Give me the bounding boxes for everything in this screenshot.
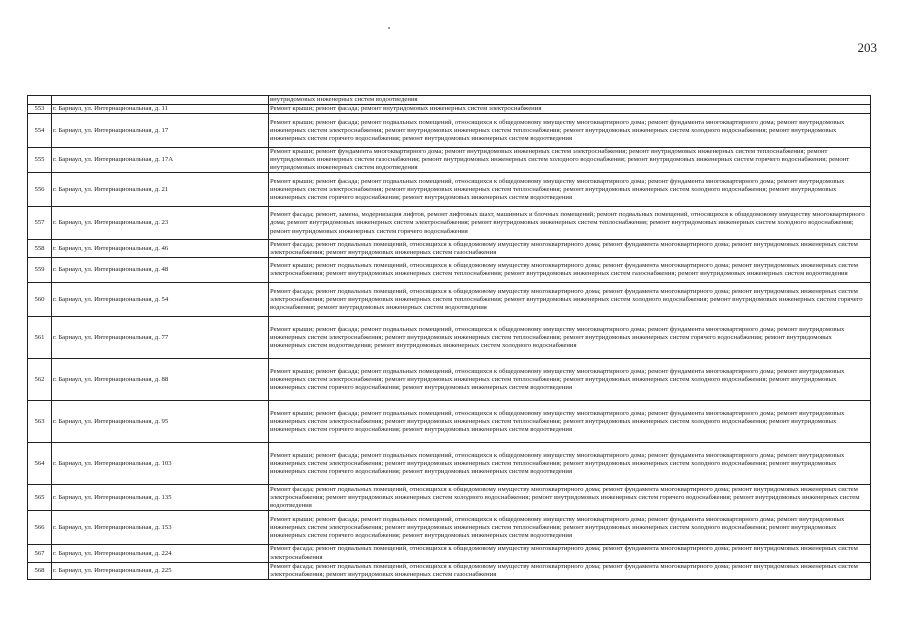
row-number: 565 — [28, 485, 52, 511]
building-address — [52, 96, 269, 105]
table-row — [28, 511, 871, 545]
repair-works-list: Ремонт фасада; ремонт подвальных помещений, относящихся к общедомовому имуществу многоквартирного дома; ремонт фундамента многоквартирного дома; ремонт внутридомовых инженерных систем электроснабжения; ремонт внутридомовых инженерных систем газоснабжения — [269, 562, 871, 579]
repair-works-table — [27, 95, 871, 580]
building-address: г. Барнаул, ул. Интернациональная, д. 135 — [52, 485, 269, 511]
repair-works-list: Ремонт крыши; ремонт фасада; ремонт подвальных помещений, относящихся к общедомовому имуществу многоквартирного дома; ремонт фундамента многоквартирного дома; ремонт внутридомовых инженерных систем электроснабжения; ремонт внутридомовых инженерных систем теплоснабжения; ремонт внутридомовых инженерных систем холодного водоснабжения; ремонт внутридомовых инженерных систем горячего водоснабжения; ремонт внутридомовых инженерных систем водоотведения — [269, 359, 871, 401]
building-address: г. Барнаул, ул. Интернациональная, д. 23 — [52, 207, 269, 240]
repair-works-list: Ремонт крыши; ремонт подвальных помещений, относящихся к общедомовому имуществу многоквартирного дома; ремонт фундамента многоквартирного дома; ремонт внутридомовых инженерных систем электроснабжения; ремонт внутридомовых инженерных систем теплоснабжения; ремонт внутридомовых инженерных систем газоснабжения; ремонт внутридомовых инженерных систем водоотведения — [269, 258, 871, 283]
table-row — [28, 359, 871, 401]
row-number: 558 — [28, 240, 52, 258]
repair-works-list: Ремонт крыши; ремонт фасада; ремонт подвальных помещений, относящихся к общедомовому имуществу многоквартирного дома; ремонт фундамента многоквартирного дома; ремонт внутридомовых инженерных систем электроснабжения; ремонт внутридомовых инженерных систем теплоснабжения; ремонт внутридомовых инженерных систем холодного водоснабжения; ремонт внутридомовых инженерных систем горячего водоснабжения; ремонт внутридомовых инженерных систем водоотведения — [269, 173, 871, 207]
repair-works-list: Ремонт фасада; ремонт, замена, модернизация лифтов, ремонт лифтовых шахт, машинных и блочных помещений; ремонт подвальных помещений, относящихся к общедомовому имуществу многоквартирного дома; ремонт внутридомовых инженерных систем электроснабжения; ремонт внутридомовых инженерных систем теплоснабжения; ремонт внутридомовых инженерных систем холодного водоснабжения; ремонт внутридомовых инженерных систем горячего водоснабжения — [269, 207, 871, 240]
repair-works-list: Ремонт крыши; ремонт фундамента многоквартирного дома; ремонт внутридомовых инженерных систем электроснабжения; ремонт внутридомовых инженерных систем теплоснабжения; ремонт внутридомовых инженерных систем газоснабжения; ремонт внутридомовых инженерных систем холодного водоснабжения; ремонт внутридомовых инженерных систем горячего водоснабжения; ремонт внутридомовых инженерных систем водоотведения — [269, 148, 871, 173]
repair-works-list: Ремонт крыши; ремонт фасада; ремонт внутридомовых инженерных систем электроснабжения — [269, 105, 871, 114]
table-row — [28, 105, 871, 114]
building-address: г. Барнаул, ул. Интернациональная, д. 17А — [52, 148, 269, 173]
table-row — [28, 258, 871, 283]
row-number: 563 — [28, 401, 52, 443]
repair-works-list: Ремонт фасада; ремонт подвальных помещений, относящихся к общедомовому имуществу многоквартирного дома; ремонт фундамента многоквартирного дома; ремонт внутридомовых инженерных систем электроснабжения; ремонт внутридомовых инженерных систем холодного водоснабжения; ремонт внутридомовых инженерных систем горячего водоснабжения; ремонт внутридомовых инженерных систем водоотведения — [269, 485, 871, 511]
row-number: 567 — [28, 545, 52, 562]
building-address: г. Барнаул, ул. Интернациональная, д. 88 — [52, 359, 269, 401]
building-address: г. Барнаул, ул. Интернациональная, д. 77 — [52, 317, 269, 359]
table-row — [28, 96, 871, 105]
building-address: г. Барнаул, ул. Интернациональная, д. 225 — [52, 562, 269, 579]
row-number: 554 — [28, 114, 52, 148]
table-row — [28, 207, 871, 240]
table-row — [28, 401, 871, 443]
repair-works-list: Ремонт крыши; ремонт фасада; ремонт подвальных помещений, относящихся к общедомовому имуществу многоквартирного дома; ремонт фундамента многоквартирного дома; ремонт внутридомовых инженерных систем электроснабжения; ремонт внутридомовых инженерных систем теплоснабжения; ремонт внутридомовых инженерных систем холодного водоснабжения; ремонт внутридомовых инженерных систем горячего водоснабжения; ремонт внутридомовых инженерных систем водоотведения — [269, 511, 871, 545]
repair-works-list: Ремонт крыши; ремонт фасада; ремонт подвальных помещений, относящихся к общедомовому имуществу многоквартирного дома; ремонт фундамента многоквартирного дома; ремонт внутридомовых инженерных систем электроснабжения; ремонт внутридомовых инженерных систем теплоснабжения; ремонт внутридомовых инженерных систем холодного водоснабжения; ремонт внутридомовых инженерных систем горячего водоснабжения; ремонт внутридомовых инженерных систем водоотведения — [269, 114, 871, 148]
building-address: г. Барнаул, ул. Интернациональная, д. 17 — [52, 114, 269, 148]
repair-works-list: внутридомовых инженерных систем водоотведения — [269, 96, 871, 105]
repair-works-list: Ремонт фасада; ремонт подвальных помещений, относящихся к общедомовому имуществу многоквартирного дома; ремонт фундамента многоквартирного дома; ремонт внутридомовых инженерных систем электроснабжения; ремонт внутридомовых инженерных систем теплоснабжения; ремонт внутридомовых инженерных систем холодного водоснабжения; ремонт внутридомовых инженерных систем горячего водоснабжения; ремонт внутридомовых инженерных систем водоотведения — [269, 283, 871, 317]
table-row — [28, 317, 871, 359]
repair-works-list: Ремонт крыши; ремонт фасада; ремонт подвальных помещений, относящихся к общедомовому имуществу многоквартирного дома; ремонт фундамента многоквартирного дома; ремонт внутридомовых инженерных систем электроснабжения; ремонт внутридомовых инженерных систем теплоснабжения; ремонт внутридомовых инженерных систем холодного водоснабжения; ремонт внутридомовых инженерных систем горячего водоснабжения; ремонт внутридомовых инженерных систем водоотведения — [269, 401, 871, 443]
row-number: 560 — [28, 283, 52, 317]
table-row — [28, 148, 871, 173]
repair-works-table-container — [27, 95, 870, 580]
row-number: 562 — [28, 359, 52, 401]
building-address: г. Барнаул, ул. Интернациональная, д. 103 — [52, 443, 269, 485]
row-number: 559 — [28, 258, 52, 283]
building-address: г. Барнаул, ул. Интернациональная, д. 224 — [52, 545, 269, 562]
row-number: 553 — [28, 105, 52, 114]
row-number: 561 — [28, 317, 52, 359]
building-address: г. Барнаул, ул. Интернациональная, д. 95 — [52, 401, 269, 443]
building-address: г. Барнаул, ул. Интернациональная, д. 48 — [52, 258, 269, 283]
building-address: г. Барнаул, ул. Интернациональная, д. 46 — [52, 240, 269, 258]
table-row — [28, 485, 871, 511]
table-row — [28, 283, 871, 317]
row-number: 556 — [28, 173, 52, 207]
scan-speck — [388, 27, 390, 29]
repair-works-list: Ремонт крыши; ремонт фасада; ремонт подвальных помещений, относящихся к общедомовому имуществу многоквартирного дома; ремонт фундамента многоквартирного дома; ремонт внутридомовых инженерных систем электроснабжения; ремонт внутридомовых инженерных систем теплоснабжения; ремонт внутридомовых инженерных систем горячего водоснабжения; ремонт внутридомовых инженерных систем водоотведения; ремонт внутридомовых инженерных систем холодного водоснабжения — [269, 317, 871, 359]
table-body — [28, 96, 871, 580]
row-number — [28, 96, 52, 105]
row-number: 566 — [28, 511, 52, 545]
page-number: 203 — [857, 40, 877, 55]
building-address: г. Барнаул, ул. Интернациональная, д. 21 — [52, 173, 269, 207]
building-address: г. Барнаул, ул. Интернациональная, д. 11 — [52, 105, 269, 114]
building-address: г. Барнаул, ул. Интернациональная, д. 54 — [52, 283, 269, 317]
table-row — [28, 240, 871, 258]
row-number: 568 — [28, 562, 52, 579]
table-row — [28, 114, 871, 148]
repair-works-list: Ремонт фасада; ремонт подвальных помещений, относящихся к общедомовому имуществу многоквартирного дома; ремонт фундамента многоквартирного дома; ремонт внутридомовых инженерных систем электроснабжения; ремонт внутридомовых инженерных систем газоснабжения — [269, 240, 871, 258]
repair-works-list: Ремонт крыши; ремонт фасада; ремонт подвальных помещений, относящихся к общедомовому имуществу многоквартирного дома; ремонт фундамента многоквартирного дома; ремонт внутридомовых инженерных систем электроснабжения; ремонт внутридомовых инженерных систем теплоснабжения; ремонт внутридомовых инженерных систем холодного водоснабжения; ремонт внутридомовых инженерных систем горячего водоснабжения; ремонт внутридомовых инженерных систем водоотведения — [269, 443, 871, 485]
table-row — [28, 562, 871, 579]
row-number: 564 — [28, 443, 52, 485]
table-row — [28, 173, 871, 207]
row-number: 555 — [28, 148, 52, 173]
table-row — [28, 443, 871, 485]
row-number: 557 — [28, 207, 52, 240]
building-address: г. Барнаул, ул. Интернациональная, д. 153 — [52, 511, 269, 545]
table-row — [28, 545, 871, 562]
repair-works-list: Ремонт фасада; ремонт подвальных помещений, относящихся к общедомовому имуществу многоквартирного дома; ремонт фундамента многоквартирного дома; ремонт внутридомовых инженерных систем электроснабжения — [269, 545, 871, 562]
